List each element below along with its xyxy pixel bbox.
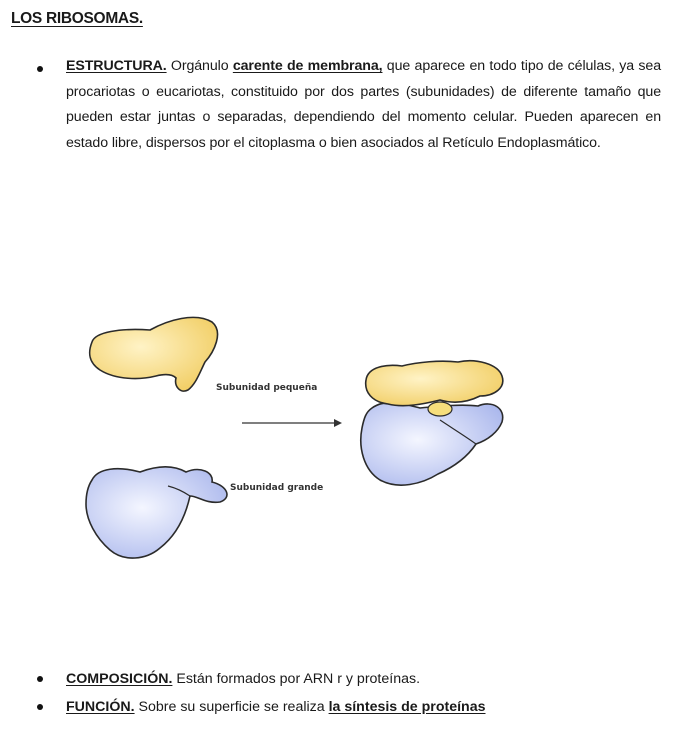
estructura-keyword: ESTRUCTURA. <box>66 58 167 74</box>
page-title: LOS RIBOSOMAS. <box>11 10 143 27</box>
bullet-dot <box>37 704 43 710</box>
assembled-small-subunit <box>366 361 503 406</box>
estructura-emphasis: carente de membrana, <box>232 58 383 74</box>
funcion-emphasis: la síntesis de proteínas <box>328 699 486 715</box>
assembled-large-subunit <box>361 403 503 486</box>
estructura-text-after: que aparece en todo tipo de células, ya sea procariotas o eucariotas, constituido por dos partes (subunidades) de diferente tamaño que pueden estar juntas o separadas, dependiendo del momento celular. Pueden aparecen en estado libre, dispersos por el citoplasma o bien asociados al Retículo Endoplasmático. <box>66 58 662 151</box>
bullet-dot <box>37 676 43 682</box>
funcion-text: Sobre su superficie se realiza <box>134 699 329 715</box>
bullet-dot <box>37 66 43 72</box>
estructura-text-before: Orgánulo <box>166 58 233 74</box>
assembled-yellow-bump <box>428 402 452 416</box>
large-subunit-shape <box>86 467 227 558</box>
composicion-keyword: COMPOSICIÓN. <box>66 671 173 687</box>
estructura-paragraph <box>66 54 661 156</box>
composicion-text: Están formados por ARN r y proteínas. <box>172 671 421 687</box>
small-subunit-shape <box>90 317 218 391</box>
arrow-head-icon <box>334 419 342 427</box>
label-large-subunit: Subunidad grande <box>230 483 324 493</box>
funcion-line <box>66 697 486 717</box>
ribosome-diagram <box>0 300 677 580</box>
label-small-subunit: Subunidad pequeña <box>216 383 318 393</box>
composicion-line <box>66 669 420 689</box>
funcion-keyword: FUNCIÓN. <box>66 699 135 715</box>
